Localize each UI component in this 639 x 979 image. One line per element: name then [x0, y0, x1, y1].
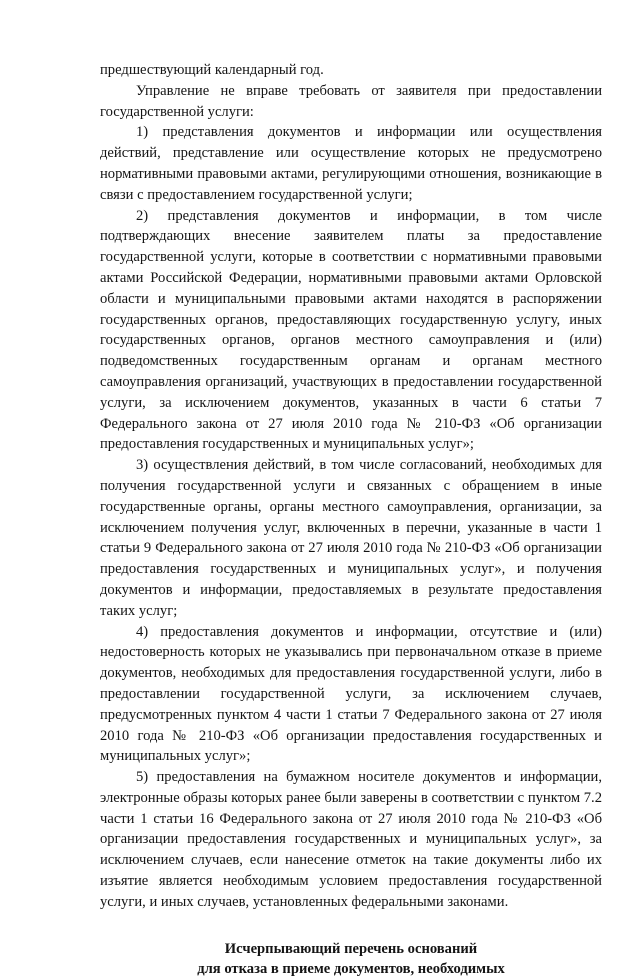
- list-item-3: 3) осуществления действий, в том числе согласований, необходимых для получения государственной услуги и связанных с обращением в иные государственные органы, органы местного самоуправления, организации, за исключением получения услуг, включенных в перечни, указанные в части 1 статьи 9 Федерального закона от 27 июля 2010 года № 210-ФЗ «Об организации предоставления государственных и муниципальных услуг», и получения документов и информации, предоставляемых в результате предоставления таких услуг;: [100, 457, 602, 619]
- intro-paragraph: Управление не вправе требовать от заявителя при предоставлении государственной услуги:: [100, 82, 602, 120]
- document-page: [100, 60, 602, 979]
- list-item-5: 5) предоставления на бумажном носителе документов и информации, электронные образы которых ранее были заверены в соответствии с пунктом 7.2 части 1 статьи 16 Федерального закона от 27 июля 2010 года № 210-ФЗ «Об организации предоставления государственных и муниципальных услуг», за исключением случаев, если нанесение отметок на такие документы либо их изъятие является необходимым условием предоставления государственной услуги, и иных случаев, установленных федеральными законами.: [100, 769, 602, 910]
- lead-line: предшествующий календарный год.: [100, 62, 324, 78]
- section-heading-line-2: для отказа в приеме документов, необходимых: [197, 960, 505, 977]
- section-heading: [100, 939, 602, 979]
- list-item-4: 4) предоставления документов и информации, отсутствие и (или) недостоверность которых не указывались при первоначальном отказе в приеме документов, необходимых для предоставления государственной услуги, либо в предоставлении государственной услуги, за исключением случаев, предусмотренных пунктом 4 части 1 статьи 7 Федерального закона от 27 июля 2010 года № 210-ФЗ «Об организации предоставления государственных и муниципальных услуг»;: [100, 623, 602, 765]
- list-item-2: 2) представления документов и информации, в том числе подтверждающих внесение заявителем платы за предоставление государственной услуги, которые в соответствии с нормативными правовыми актами Российской Федерации, нормативными правовыми актами Орловской области и муниципальными правовыми актами находятся в распоряжении государственных органов, предоставляющих государственную услугу, иных государственных органов, органов местного самоуправления и (или) подведомственных государственным органам и органам местного самоуправления организаций, участвующих в предоставлении государственной услуги, за исключением документов, указанных в части 6 статьи 7 Федерального закона от 27 июля 2010 года № 210-ФЗ «Об организации предоставления государственных и муниципальных услуг»;: [100, 207, 602, 453]
- list-item-1: 1) представления документов и информации или осуществления действий, представление или осуществление которых не предусмотрено нормативными правовыми актами, регулирующими отношения, возникающие в связи с предоставлением государственной услуги;: [100, 124, 602, 203]
- section-heading-line-1: Исчерпывающий перечень оснований: [224, 940, 478, 957]
